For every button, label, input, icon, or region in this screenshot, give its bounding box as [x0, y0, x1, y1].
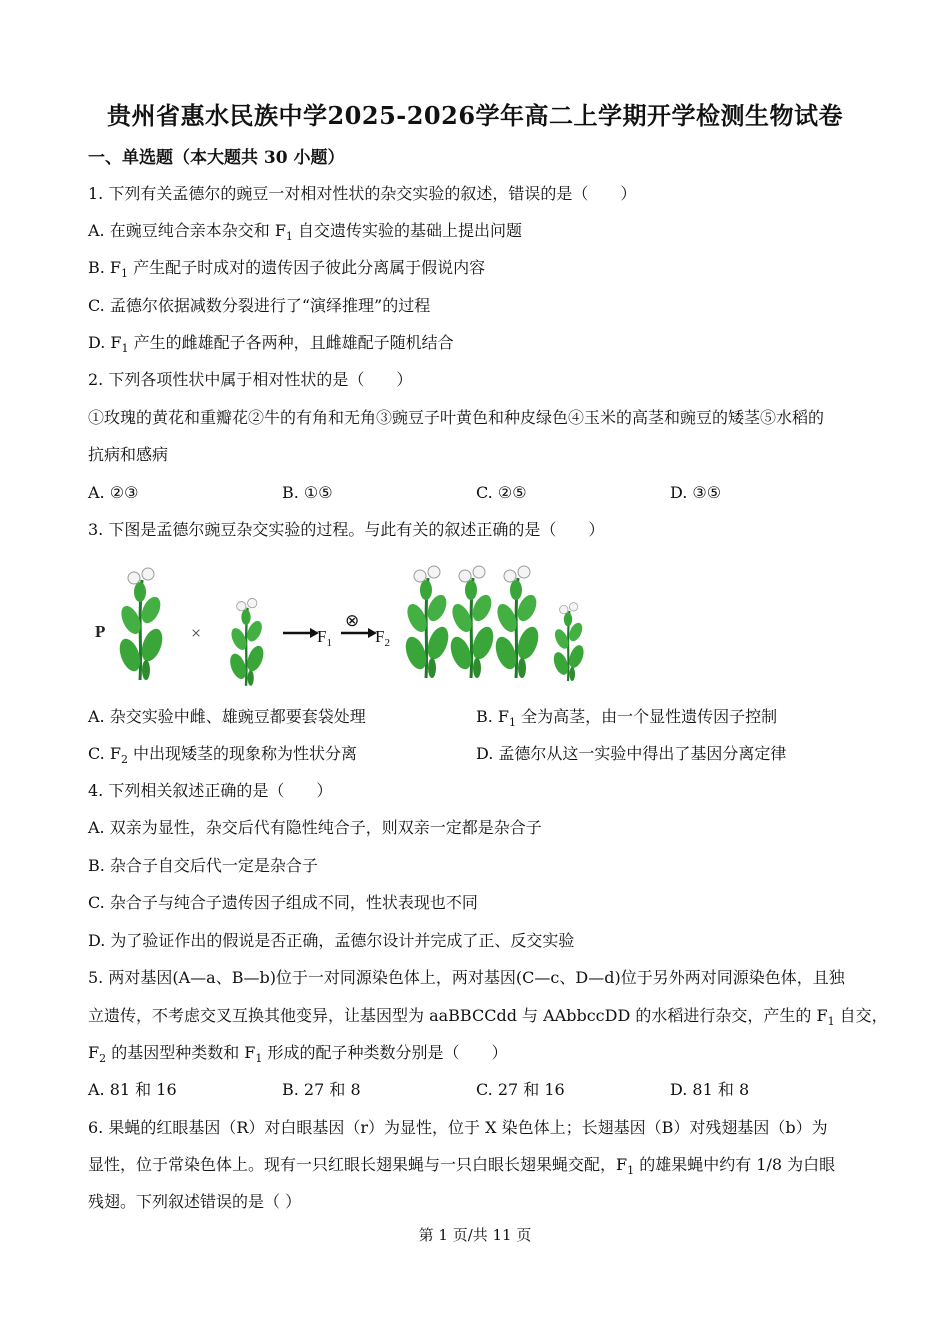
- q3-option-a: A. 杂交实验中雌、雄豌豆都要套袋处理: [88, 707, 366, 726]
- dwarf-parent-plant: [227, 598, 266, 685]
- q2-body-line1: ①玫瑰的黄花和重瓣花②牛的有角和无角③豌豆子叶黄色和种皮绿色④玉米的高茎和豌豆的矮茎⑤水稻的: [88, 408, 825, 427]
- f2-tall-plant-1: [402, 566, 453, 678]
- q2-option-a: A. ②③: [88, 483, 139, 502]
- q5-option-c: C. 27 和 16: [476, 1080, 565, 1099]
- q3-stem: 3. 下图是孟德尔豌豆杂交实验的过程。与此有关的叙述正确的是（ ）: [88, 520, 605, 539]
- q1-option-b: B. $F_1$ 产生配子时成对的遗传因子彼此分离属于假说内容: [88, 258, 486, 281]
- q2-option-c: C. ②⑤: [476, 483, 527, 502]
- pea-cross-figure: [88, 560, 648, 690]
- q5-option-b: B. 27 和 8: [282, 1080, 361, 1099]
- q4-option-c: C. 杂合子与纯合子遗传因子组成不同，性状表现也不同: [88, 893, 478, 912]
- q1-option-d: D. $F_1$ 产生的雌雄配子各两种，且雌雄配子随机结合: [88, 333, 454, 356]
- q4-option-a: A. 双亲为显性，杂交后代有隐性纯合子，则双亲一定都是杂合子: [88, 818, 542, 837]
- q3-option-c: C. $F_2$ 中出现矮茎的现象称为性状分离: [88, 744, 358, 767]
- f2-tall-plant-2: [447, 566, 498, 678]
- q4-option-d: D. 为了验证作出的假说是否正确，孟德尔设计并完成了正、反交实验: [88, 931, 575, 950]
- q5-option-a: A. 81 和 16: [88, 1080, 177, 1099]
- q4-option-b: B. 杂合子自交后代一定是杂合子: [88, 856, 318, 875]
- q2-option-d: D. ③⑤: [670, 483, 722, 502]
- q4-stem: 4. 下列相关叙述正确的是（ ）: [88, 781, 333, 800]
- q3-option-d: D. 孟德尔从这一实验中得出了基因分离定律: [476, 744, 787, 763]
- f2-tall-plant-3: [492, 566, 543, 678]
- q5-option-d: D. 81 和 8: [670, 1080, 750, 1099]
- q2-option-b: B. ①⑤: [282, 483, 333, 502]
- figure-label-f2: $F_2$: [375, 627, 390, 649]
- section-heading: 一、单选题（本大题共 30 小题）: [88, 148, 345, 168]
- self-cross-symbol: ⊗: [345, 611, 360, 630]
- figure-label-p: P: [95, 622, 106, 641]
- q5-stem-line1: 5. 两对基因(A—a、B—b)位于一对同源染色体上，两对基因(C—c、D—d)位于另外两对同源染色体，且独: [88, 968, 845, 987]
- figure-label-f1: $F_1$: [317, 627, 332, 649]
- q2-body-line2: 抗病和感病: [88, 445, 169, 464]
- q6-stem-line2: 显性，位于常染色体上。现有一只红眼长翅果蝇与一只白眼长翅果蝇交配，$F_1$ 的雄果蝇中约有 1/8 为白眼: [88, 1155, 836, 1178]
- q5-stem-line3: $F_2$ 的基因型种类数和 $F_1$ 形成的配子种类数分别是（ ）: [88, 1043, 508, 1066]
- q5-stem-line2: 立遗传，不考虑交叉互换其他变异，让基因型为 aaBBCCdd 与 AAbbccDD 的水稻进行杂交，产生的 $F_1$ 自交，: [88, 1006, 888, 1029]
- cross-symbol: ×: [191, 623, 202, 643]
- q3-option-b: B. $F_1$ 全为高茎，由一个显性遗传因子控制: [476, 707, 778, 730]
- page-title: 贵州省惠水民族中学2025-2026学年高二上学期开学检测生物试卷: [106, 101, 844, 130]
- q1-option-c: C. 孟德尔依据减数分裂进行了“演绎推理”的过程: [88, 296, 431, 315]
- page-footer: 第 1 页/共 11 页: [418, 1226, 532, 1244]
- tall-parent-plant: [116, 568, 167, 680]
- q1-stem: 1. 下列有关孟德尔的豌豆一对相对性状的杂交实验的叙述，错误的是（ ）: [88, 184, 637, 203]
- q6-stem-line3: 残翅。下列叙述错误的是（ ）: [88, 1192, 302, 1211]
- q2-stem: 2. 下列各项性状中属于相对性状的是（ ）: [88, 370, 413, 389]
- f2-dwarf-plant: [551, 603, 586, 681]
- q6-stem-line1: 6. 果蝇的红眼基因（R）对白眼基因（r）为显性，位于 X 染色体上；长翅基因（B）对残翅基因（b）为: [88, 1118, 828, 1137]
- q1-option-a: A. 在豌豆纯合亲本杂交和 $F_1$ 自交遗传实验的基础上提出问题: [88, 221, 523, 244]
